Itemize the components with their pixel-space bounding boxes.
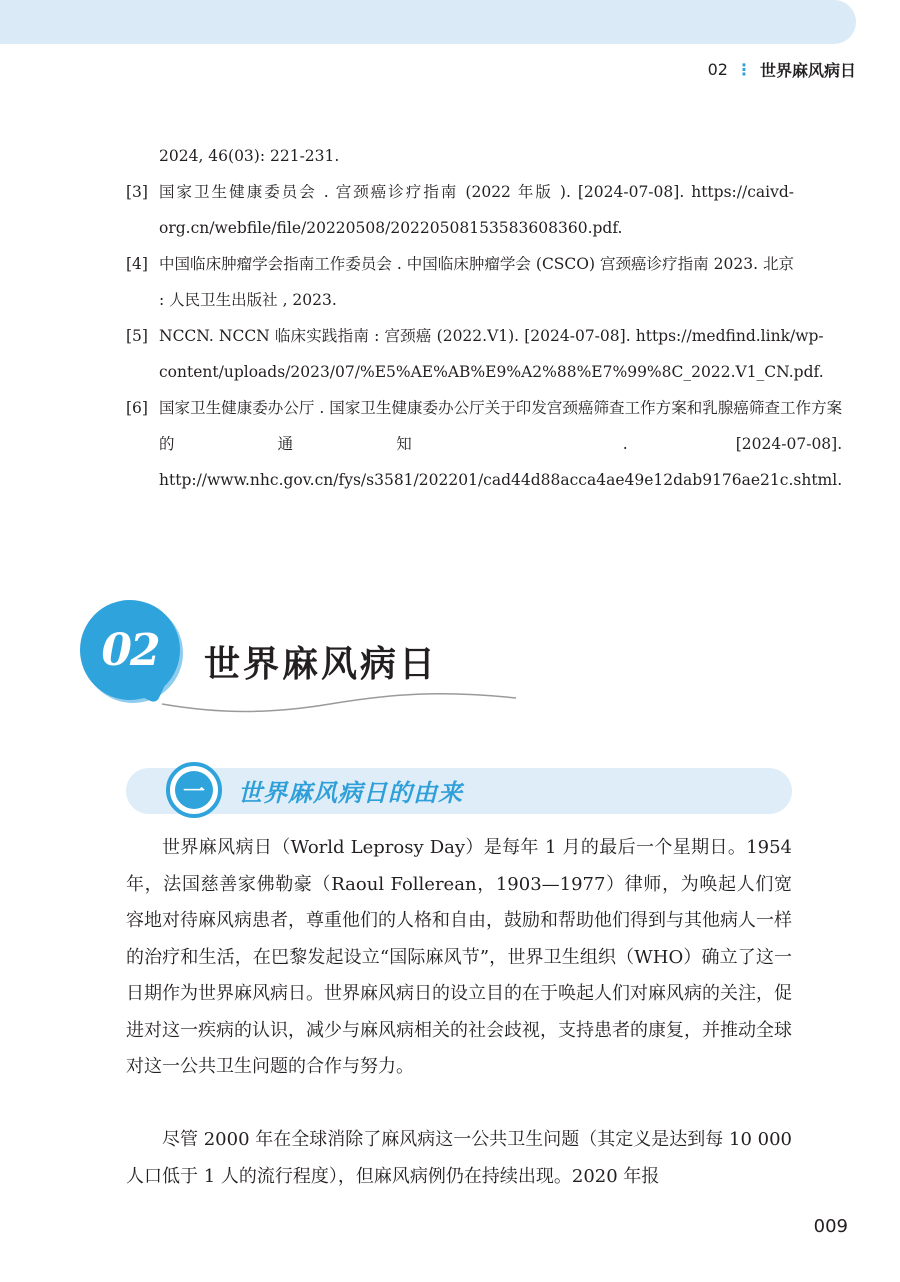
running-header: [708, 58, 856, 80]
running-header-separator: ⋮: [735, 59, 752, 79]
reference-list: [126, 138, 843, 498]
reference-item: [126, 246, 794, 318]
chapter-title: 世界麻风病日: [204, 644, 439, 685]
top-color-band: [0, 0, 856, 44]
body-paragraph: 世界麻风病日（World Leprosy Day）是每年 1 月的最后一个星期日。1954 年，法国慈善家佛勒豪（Raoul Follerean，1903—1977）律师，为唤起人们宽容地对待麻风病患者，尊重他们的人格和自由，鼓励和帮助他们得到与其他病人一样的治疗和生活，在巴黎发起设立“国际麻风节”，世界卫生组织（WHO）确立了这一日期作为世界麻风病日。世界麻风病日的设立目的在于唤起人们对麻风病的关注，促进对这一疾病的认识，减少与麻风病相关的社会歧视，支持患者的康复，并推动全球对这一公共卫生问题的合作与努力。: [126, 837, 792, 1077]
reference-text: 中国临床肿瘤学会指南工作委员会 . 中国临床肿瘤学会 (CSCO) 宫颈癌诊疗指南 2023. 北京 : 人民卫生出版社 , 2023.: [159, 255, 794, 309]
chapter-heading: [80, 600, 500, 720]
section-number-icon: [166, 762, 222, 818]
page-number: 009: [813, 1216, 848, 1237]
reference-number: [3]: [126, 183, 148, 201]
reference-item: [126, 318, 824, 390]
reference-item: [126, 390, 843, 498]
chapter-badge: [80, 600, 180, 700]
reference-number: [6]: [126, 399, 148, 417]
chapter-number: 02: [101, 624, 159, 676]
reference-item: [126, 174, 794, 246]
reference-item: [126, 138, 794, 174]
body-paragraph: 尽管 2000 年在全球消除了麻风病这一公共卫生问题（其定义是达到每 10 000 人口低于 1 人的流行程度），但麻风病例仍在持续出现。2020 年报: [126, 1129, 792, 1187]
running-header-number: 02: [707, 59, 728, 79]
wave-divider: [160, 686, 520, 716]
reference-text: 国家卫生健康委办公厅 . 国家卫生健康委办公厅关于印发宫颈癌筛查工作方案和乳腺癌筛查工作方案的通知 . [2024-07-08]. http://www.nhc.gov.cn/fys/s3581/202201/cad44d88acca4ae49e12dab9176ae21c.shtml.: [159, 399, 843, 489]
section-number: 一: [175, 771, 213, 809]
reference-number: [4]: [126, 255, 148, 273]
running-header-title: 世界麻风病日: [759, 60, 856, 80]
reference-text: NCCN. NCCN 临床实践指南 : 宫颈癌 (2022.V1). [2024-07-08]. https://medfind.link/wp-content/uploads/2023/07/%E5%AE%AB%E9%A2%88%E7%99%8C_2022.V1_CN.pdf.: [159, 327, 824, 381]
section-title: 世界麻风病日的由来: [238, 779, 463, 807]
reference-number: [5]: [126, 327, 148, 345]
reference-text: 国家卫生健康委员会 . 宫颈癌诊疗指南 (2022 年版 ). [2024-07-08]. https://caivd-org.cn/webfile/file/20220508/20220508153583608360.pdf.: [159, 183, 794, 237]
reference-text: 2024, 46(03): 221-231.: [159, 147, 340, 165]
